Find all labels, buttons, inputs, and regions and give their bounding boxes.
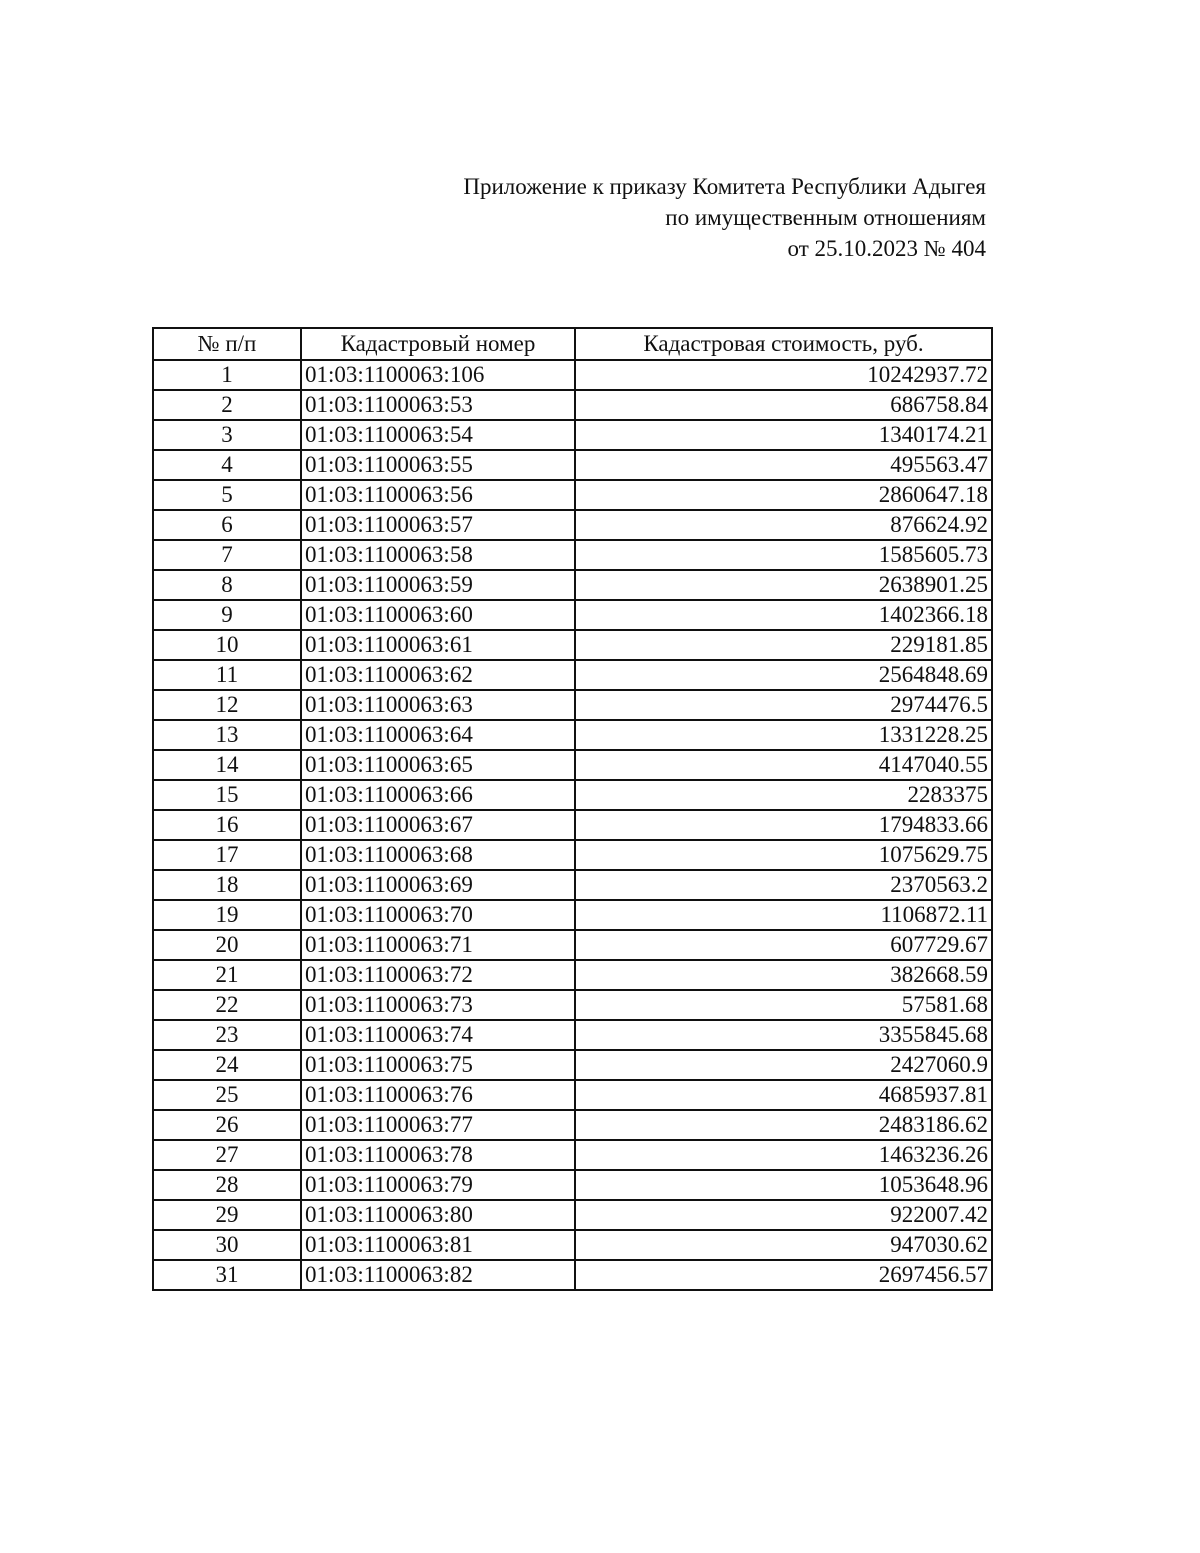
table-row (153, 570, 992, 600)
cadastral-number-cell: 01:03:1100063:69 (301, 870, 575, 900)
row-index-cell: 29 (153, 1200, 301, 1230)
cadastral-value-cell: 2860647.18 (575, 480, 992, 510)
cadastral-value-cell: 229181.85 (575, 630, 992, 660)
cadastral-value-cell: 2483186.62 (575, 1110, 992, 1140)
row-index-cell: 6 (153, 510, 301, 540)
cadastral-number-cell: 01:03:1100063:66 (301, 780, 575, 810)
row-index-cell: 7 (153, 540, 301, 570)
table-row (153, 540, 992, 570)
cadastral-value-cell: 57581.68 (575, 990, 992, 1020)
table-row (153, 1260, 992, 1290)
cadastral-value-table (152, 327, 993, 1291)
row-index-cell: 24 (153, 1050, 301, 1080)
cadastral-number-cell: 01:03:1100063:63 (301, 690, 575, 720)
cadastral-number-cell: 01:03:1100063:81 (301, 1230, 575, 1260)
cadastral-number-cell: 01:03:1100063:59 (301, 570, 575, 600)
cadastral-value-cell: 495563.47 (575, 450, 992, 480)
cadastral-number-cell: 01:03:1100063:82 (301, 1260, 575, 1290)
table-row (153, 630, 992, 660)
cadastral-value-cell: 1794833.66 (575, 810, 992, 840)
row-index-cell: 21 (153, 960, 301, 990)
cadastral-number-cell: 01:03:1100063:76 (301, 1080, 575, 1110)
row-index-cell: 3 (153, 420, 301, 450)
row-index-cell: 16 (153, 810, 301, 840)
header-line-committee: по имущественным отношениям (665, 205, 986, 230)
cadastral-number-cell: 01:03:1100063:72 (301, 960, 575, 990)
cadastral-number-cell: 01:03:1100063:78 (301, 1140, 575, 1170)
cadastral-value-cell: 1402366.18 (575, 600, 992, 630)
cadastral-value-cell: 1331228.25 (575, 720, 992, 750)
cadastral-number-cell: 01:03:1100063:79 (301, 1170, 575, 1200)
row-index-cell: 18 (153, 870, 301, 900)
table-row (153, 930, 992, 960)
row-index-cell: 25 (153, 1080, 301, 1110)
table-row (153, 660, 992, 690)
row-index-cell: 23 (153, 1020, 301, 1050)
row-index-cell: 14 (153, 750, 301, 780)
row-index-cell: 15 (153, 780, 301, 810)
cadastral-number-cell: 01:03:1100063:56 (301, 480, 575, 510)
cadastral-value-cell: 1075629.75 (575, 840, 992, 870)
cadastral-value-cell: 922007.42 (575, 1200, 992, 1230)
cadastral-value-cell: 2283375 (575, 780, 992, 810)
cadastral-value-cell: 876624.92 (575, 510, 992, 540)
table-row (153, 780, 992, 810)
row-index-cell: 20 (153, 930, 301, 960)
table-row (153, 750, 992, 780)
row-index-cell: 30 (153, 1230, 301, 1260)
cadastral-number-cell: 01:03:1100063:67 (301, 810, 575, 840)
table-row (153, 480, 992, 510)
cadastral-value-cell: 2564848.69 (575, 660, 992, 690)
table-row (153, 510, 992, 540)
row-index-cell: 2 (153, 390, 301, 420)
row-index-cell: 9 (153, 600, 301, 630)
cadastral-number-cell: 01:03:1100063:64 (301, 720, 575, 750)
table-row (153, 870, 992, 900)
table-row (153, 1110, 992, 1140)
cadastral-number-cell: 01:03:1100063:70 (301, 900, 575, 930)
cadastral-number-cell: 01:03:1100063:80 (301, 1200, 575, 1230)
table-body (153, 360, 992, 1290)
header-line-order-date: от 25.10.2023 № 404 (787, 236, 986, 261)
row-index-cell: 31 (153, 1260, 301, 1290)
cadastral-value-cell: 2974476.5 (575, 690, 992, 720)
row-index-cell: 1 (153, 360, 301, 390)
cadastral-number-cell: 01:03:1100063:61 (301, 630, 575, 660)
cadastral-value-cell: 10242937.72 (575, 360, 992, 390)
table-header-row (153, 328, 992, 360)
row-index-cell: 17 (153, 840, 301, 870)
cadastral-number-cell: 01:03:1100063:73 (301, 990, 575, 1020)
row-index-cell: 5 (153, 480, 301, 510)
table-row (153, 420, 992, 450)
row-index-cell: 10 (153, 630, 301, 660)
cadastral-value-cell: 4147040.55 (575, 750, 992, 780)
cadastral-value-cell: 947030.62 (575, 1230, 992, 1260)
cadastral-value-cell: 2427060.9 (575, 1050, 992, 1080)
cadastral-value-cell: 1340174.21 (575, 420, 992, 450)
table-row (153, 1170, 992, 1200)
cadastral-number-cell: 01:03:1100063:62 (301, 660, 575, 690)
cadastral-value-cell: 1053648.96 (575, 1170, 992, 1200)
table-row (153, 1020, 992, 1050)
cadastral-number-cell: 01:03:1100063:60 (301, 600, 575, 630)
cadastral-value-cell: 3355845.68 (575, 1020, 992, 1050)
cadastral-value-cell: 686758.84 (575, 390, 992, 420)
row-index-cell: 8 (153, 570, 301, 600)
cadastral-number-cell: 01:03:1100063:57 (301, 510, 575, 540)
table-row (153, 1080, 992, 1110)
table-row (153, 1140, 992, 1170)
row-index-cell: 4 (153, 450, 301, 480)
table-row (153, 840, 992, 870)
table-row (153, 360, 992, 390)
table-row (153, 690, 992, 720)
row-index-cell: 13 (153, 720, 301, 750)
row-index-cell: 28 (153, 1170, 301, 1200)
row-index-cell: 26 (153, 1110, 301, 1140)
cadastral-value-cell: 2697456.57 (575, 1260, 992, 1290)
cadastral-value-cell: 1585605.73 (575, 540, 992, 570)
cadastral-value-cell: 2370563.2 (575, 870, 992, 900)
cadastral-number-cell: 01:03:1100063:65 (301, 750, 575, 780)
table-row (153, 990, 992, 1020)
cadastral-number-cell: 01:03:1100063:74 (301, 1020, 575, 1050)
cadastral-number-cell: 01:03:1100063:71 (301, 930, 575, 960)
table-row (153, 1050, 992, 1080)
row-index-cell: 12 (153, 690, 301, 720)
cadastral-value-cell: 382668.59 (575, 960, 992, 990)
cadastral-number-cell: 01:03:1100063:75 (301, 1050, 575, 1080)
row-index-cell: 22 (153, 990, 301, 1020)
cadastral-number-cell: 01:03:1100063:53 (301, 390, 575, 420)
table-row (153, 600, 992, 630)
table-row (153, 810, 992, 840)
cadastral-number-cell: 01:03:1100063:55 (301, 450, 575, 480)
table-row (153, 900, 992, 930)
cadastral-value-cell: 4685937.81 (575, 1080, 992, 1110)
cadastral-value-cell: 607729.67 (575, 930, 992, 960)
column-header-cadastral-value: Кадастровая стоимость, руб. (575, 328, 992, 360)
column-header-cadastral-number: Кадастровый номер (301, 328, 575, 360)
table-row (153, 720, 992, 750)
cadastral-value-cell: 1106872.11 (575, 900, 992, 930)
row-index-cell: 11 (153, 660, 301, 690)
table-row (153, 390, 992, 420)
row-index-cell: 27 (153, 1140, 301, 1170)
cadastral-number-cell: 01:03:1100063:54 (301, 420, 575, 450)
header-line-appendix: Приложение к приказу Комитета Республики Адыгея (463, 174, 986, 199)
cadastral-value-cell: 2638901.25 (575, 570, 992, 600)
cadastral-number-cell: 01:03:1100063:58 (301, 540, 575, 570)
column-header-index: № п/п (153, 328, 301, 360)
cadastral-number-cell: 01:03:1100063:77 (301, 1110, 575, 1140)
cadastral-value-cell: 1463236.26 (575, 1140, 992, 1170)
document-header (300, 171, 986, 264)
row-index-cell: 19 (153, 900, 301, 930)
cadastral-number-cell: 01:03:1100063:68 (301, 840, 575, 870)
table-row (153, 1230, 992, 1260)
cadastral-number-cell: 01:03:1100063:106 (301, 360, 575, 390)
table-row (153, 960, 992, 990)
table-row (153, 450, 992, 480)
table-row (153, 1200, 992, 1230)
